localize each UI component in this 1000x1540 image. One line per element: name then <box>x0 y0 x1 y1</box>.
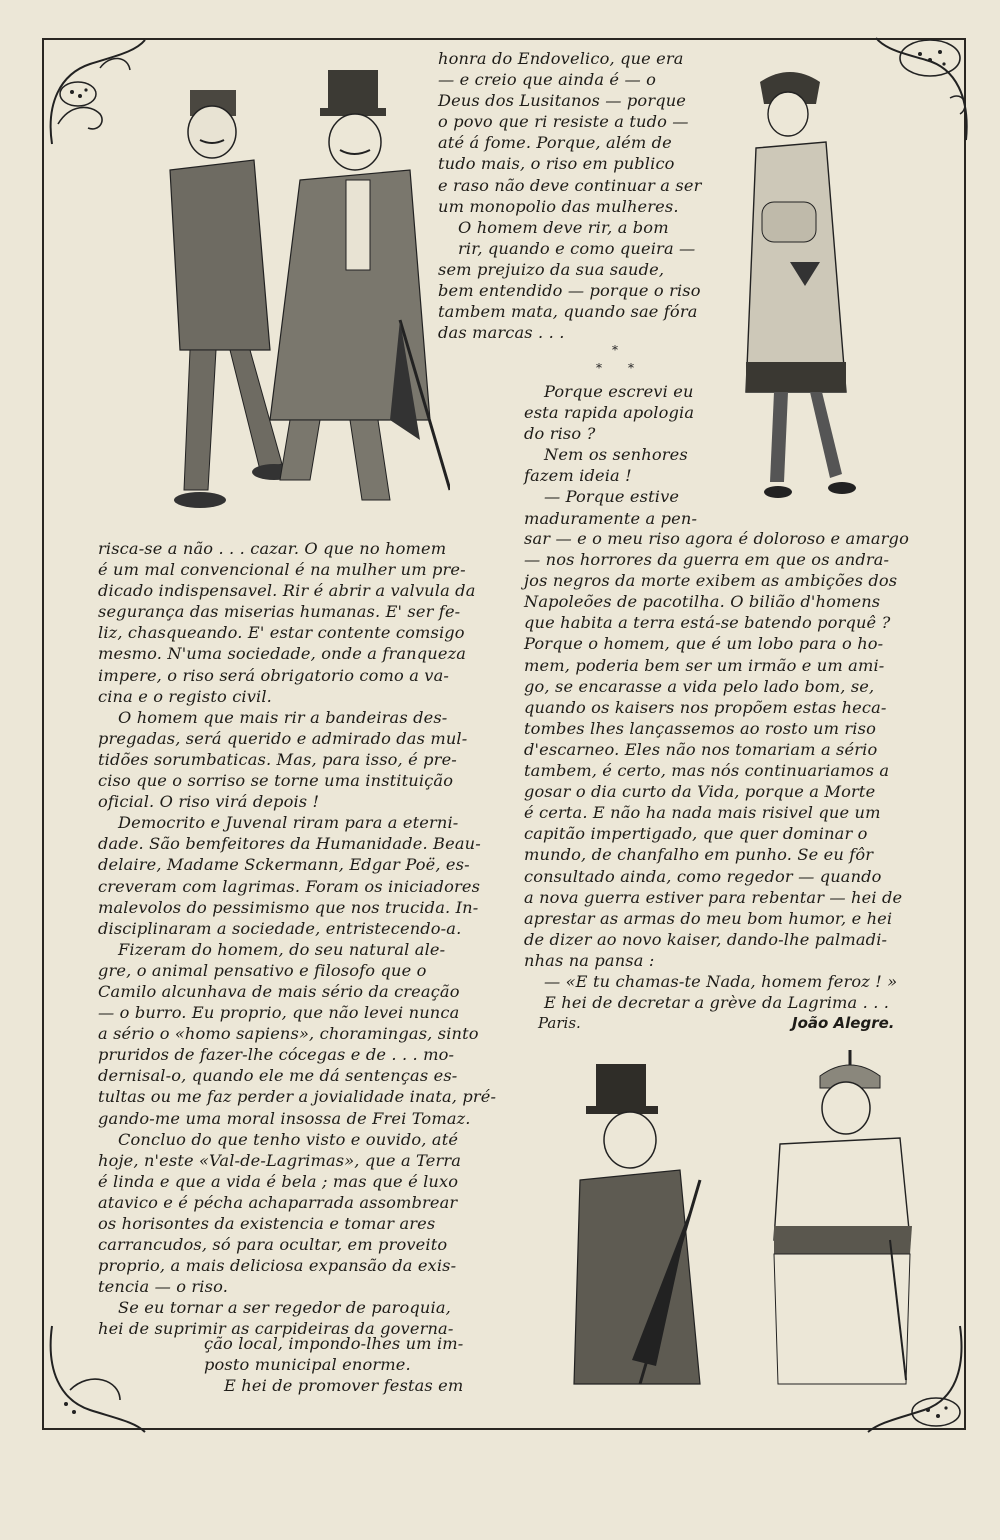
text-line: creveram com lagrimas. Foram os iniciadores <box>98 876 481 896</box>
text-line: capitão impertigado, que quer dominar o <box>524 824 868 844</box>
illustration-man-and-kaiser <box>560 1040 930 1396</box>
text-line: até á fome. Porque, além de <box>438 133 672 153</box>
text-column-right <box>524 528 924 1013</box>
text-line: Se eu tornar a ser regedor de paroquia, <box>118 1298 451 1318</box>
text-line: fazem ideia ! <box>524 466 632 486</box>
text-line: gosar o dia curto da Vida, porque a Morte <box>524 782 876 802</box>
text-line: mundo, de chanfalho em punho. Se eu fôr <box>524 845 874 865</box>
text-line: dade. São bemfeitores da Humanidade. Beau- <box>98 834 481 854</box>
text-line: — e creio que ainda é — o <box>438 70 656 90</box>
text-line: é certa. E não ha nada mais risivel que um <box>524 803 881 823</box>
text-line: e raso não deve continuar a ser <box>438 175 702 195</box>
text-line: bem entendido — porque o riso <box>438 281 701 301</box>
text-line: rir, quando e como queira — <box>458 238 696 258</box>
text-line: é linda e que a vida é bela ; mas que é luxo <box>98 1171 459 1191</box>
text-line: carrancudos, só para ocultar, em proveito <box>98 1235 448 1255</box>
text-line: de dizer ao novo kaiser, dando-lhe palmadi- <box>524 929 888 949</box>
text-line: a sério o «homo sapiens», choramingas, sinto <box>98 1024 479 1044</box>
svg-text:*: * <box>628 361 634 375</box>
text-line: ciso que o sorriso se torne uma instituição <box>98 771 454 791</box>
signature-author: João Alegre. <box>792 1014 895 1032</box>
text-line: Camilo alcunhava de mais sério da creação <box>98 981 460 1001</box>
text-line: atavico e é pécha achaparrada assombrear <box>98 1192 458 1212</box>
text-line: tombes lhes lançassemos ao rosto um riso <box>524 718 876 738</box>
text-line: tambem mata, quando sae fóra <box>438 302 698 322</box>
text-line: jos negros da morte exibem as ambições dos <box>524 571 898 591</box>
text-line: é um mal convencional é na mulher um pre- <box>98 560 466 580</box>
illustration-two-men <box>150 60 450 530</box>
text-line: mem, poderia bem ser um irmão e um ami- <box>524 655 885 675</box>
text-line: proprio, a mais deliciosa expansão da exis- <box>98 1256 457 1276</box>
text-column-left <box>98 538 498 1340</box>
text-line: quando os kaisers nos propõem estas heca- <box>524 697 887 717</box>
section-separator <box>588 344 648 378</box>
text-column-mid-right <box>524 381 724 529</box>
text-line: — «E tu chamas-te Nada, homem feroz ! » <box>544 971 898 991</box>
text-line: Democrito e Juvenal riram para a eterni- <box>118 813 459 833</box>
text-line: do riso ? <box>524 424 596 444</box>
text-line: posto municipal enorme. <box>204 1355 411 1375</box>
text-line: maduramente a pen- <box>524 508 698 528</box>
text-line: oficial. O riso virá depois ! <box>98 792 320 812</box>
text-line: dicado indispensavel. Rir é abrir a valvula da <box>98 581 476 601</box>
text-line: gre, o animal pensativo e filosofo que o <box>98 960 427 980</box>
text-line: honra do Endovelico, que era <box>438 49 684 68</box>
text-line: hei de suprimir as carpideiras da governa- <box>98 1319 454 1339</box>
text-line: sem prejuizo da sua saude, <box>438 259 665 279</box>
text-line: Concluo do que tenho visto e ouvido, até <box>118 1129 459 1149</box>
text-line: tidões sorumbaticas. Mas, para isso, é pre- <box>98 749 457 769</box>
text-line: os horisontes da existencia e tomar ares <box>98 1214 436 1233</box>
illustration-woman <box>730 62 880 512</box>
text-line: delaire, Madame Sckermann, Edgar Poë, es- <box>98 855 470 875</box>
text-line: que habita a terra está-se batendo porquê ? <box>524 613 891 633</box>
text-line: Porque o homem, que é um lobo para o ho- <box>524 634 884 654</box>
text-line: E hei de decretar a grève da Lagrima . . . <box>544 993 890 1013</box>
ornament-top-right <box>870 28 980 148</box>
text-line: O homem deve rir, a bom <box>458 217 669 237</box>
text-line: tudo mais, o riso em publico <box>438 154 675 174</box>
text-line: hoje, n'este «Val-de-Lagrimas», que a Terra <box>98 1150 462 1170</box>
text-column-top-right <box>438 48 708 343</box>
text-line: um monopolio das mulheres. <box>438 196 679 216</box>
text-line: impere, o riso será obrigatorio como a va- <box>98 665 450 685</box>
text-line: pregadas, será querido e admirado das mul- <box>98 728 468 748</box>
svg-text:*: * <box>612 344 618 357</box>
text-line: risca-se a não . . . cazar. O que no homem <box>98 539 447 558</box>
text-line: das marcas . . . <box>438 323 565 343</box>
text-line: Porque escrevi eu <box>544 382 694 401</box>
text-line: cina e o registo civil. <box>98 686 272 706</box>
text-line: go, se encarasse a vida pelo lado bom, se, <box>524 676 875 696</box>
text-line: nhas na pansa : <box>524 950 655 970</box>
text-line: mesmo. N'uma sociedade, onde a franqueza <box>98 644 467 664</box>
text-line: E hei de promover festas em <box>224 1376 464 1396</box>
text-line: malevolos do pessimismo que nos trucida. In- <box>98 897 479 917</box>
text-line: ção local, impondo-lhes um im- <box>204 1334 464 1353</box>
svg-text:*: * <box>596 361 602 375</box>
text-line: Napoleões de pacotilha. O bilião d'homens <box>524 592 881 612</box>
text-line: consultado ainda, como regedor — quando <box>524 866 882 886</box>
text-line: sar — e o meu riso agora é doloroso e amargo <box>524 529 909 548</box>
text-line: Fizeram do homem, do seu natural ale- <box>118 939 446 959</box>
text-line: o povo que ri resiste a tudo — <box>438 112 689 132</box>
text-line: tambem, é certo, mas nós continuariamos a <box>524 761 890 781</box>
text-line: disciplinaram a sociedade, entristecendo-a. <box>98 918 462 938</box>
text-line: a nova guerra estiver para rebentar — hei de <box>524 887 903 907</box>
text-line: — o burro. Eu proprio, que não levei nunca <box>98 1003 460 1023</box>
text-line: aprestar as armas do meu bom humor, e hei <box>524 908 893 928</box>
text-line: — Porque estive <box>544 487 680 507</box>
text-line: — nos horrores da guerra em que os andra- <box>524 550 890 570</box>
signature-city: Paris. <box>538 1014 581 1032</box>
text-line: Deus dos Lusitanos — porque <box>438 91 687 111</box>
text-line: dernisal-o, quando ele me dá sentenças es- <box>98 1066 458 1086</box>
text-line: pruridos de fazer-lhe cócegas e de . . . mo- <box>98 1045 455 1065</box>
text-line: tultas ou me faz perder a jovialidade inata, pré- <box>98 1087 497 1107</box>
text-line: Nem os senhores <box>544 445 688 465</box>
ornament-top-left <box>40 34 150 154</box>
text-line: liz, chasqueando. E' estar contente comsigo <box>98 623 465 643</box>
text-line: tencia — o riso. <box>98 1277 229 1297</box>
text-line: d'escarneo. Eles não nos tomariam a sério <box>524 739 878 759</box>
text-line: O homem que mais rir a bandeiras des- <box>118 707 448 727</box>
text-line: esta rapida apologia <box>524 403 695 423</box>
text-column-left-tail <box>204 1333 504 1396</box>
text-line: segurança das miserias humanas. E' ser fe- <box>98 602 461 622</box>
text-line: gando-me uma moral insossa de Frei Tomaz. <box>98 1108 471 1128</box>
